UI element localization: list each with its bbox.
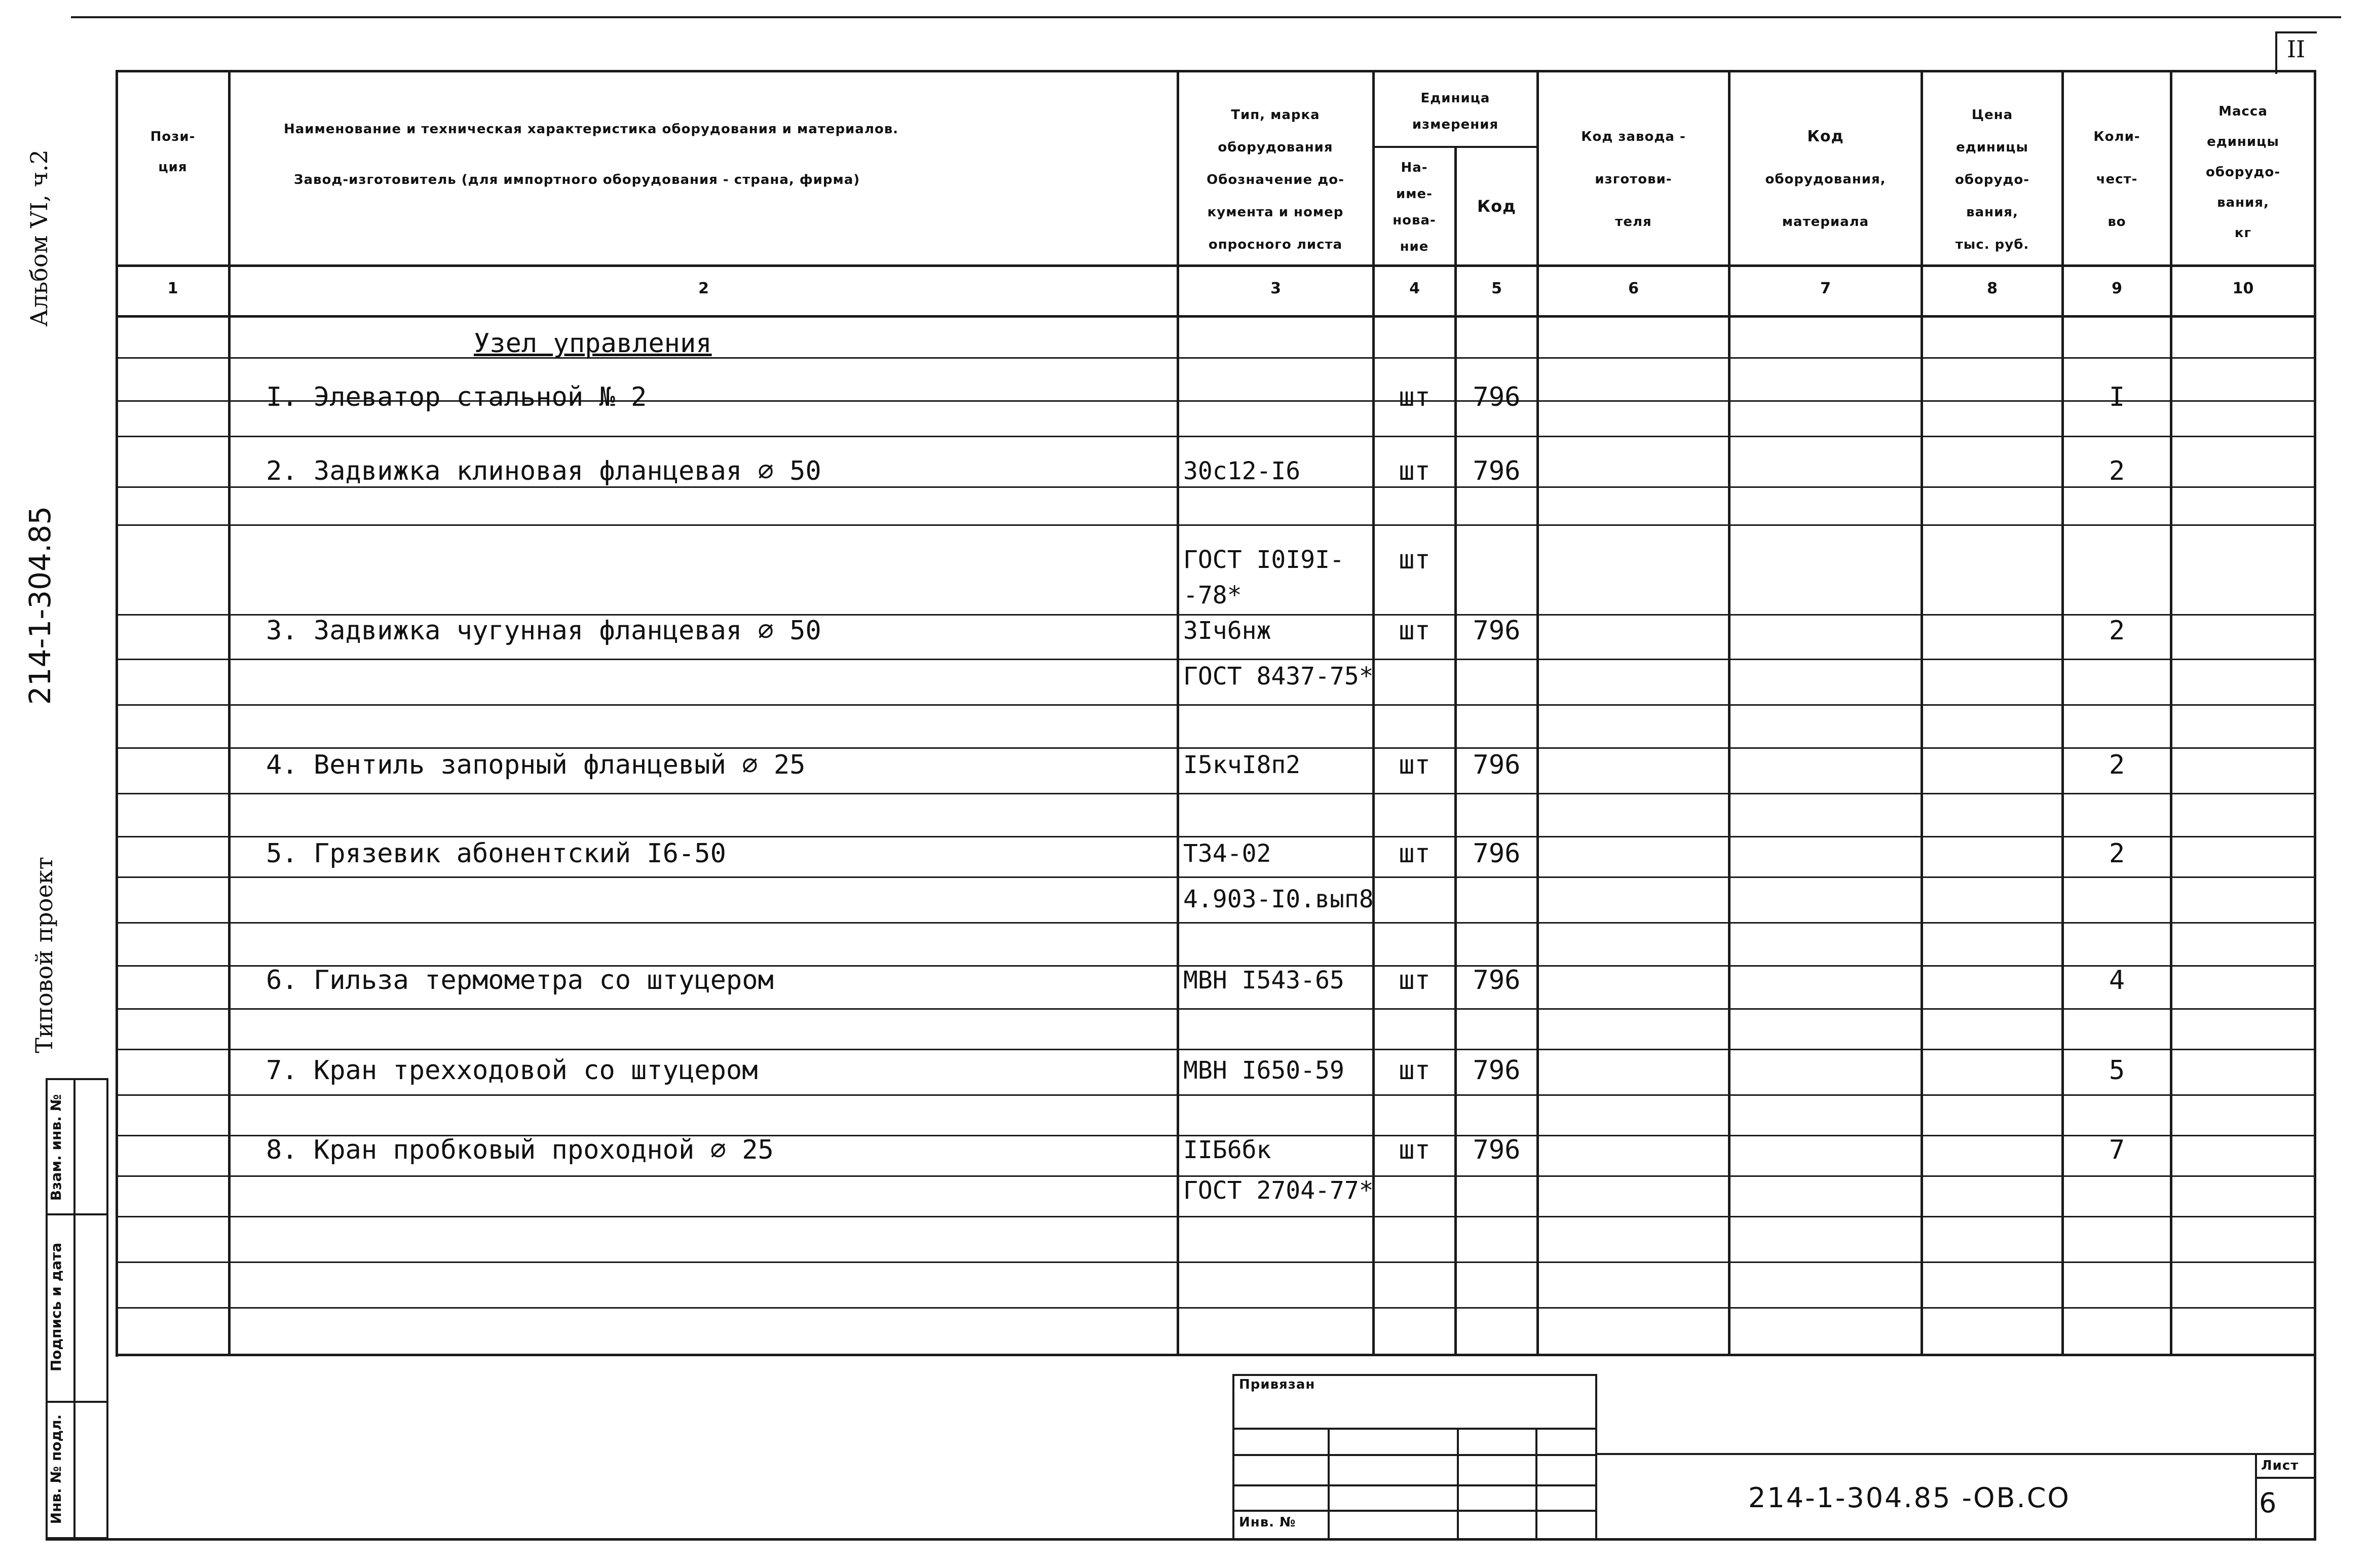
row-type-cell: Т34-02 — [1183, 839, 1271, 868]
row-type-cell: ГОСТ 2704-77* — [1183, 1176, 1374, 1205]
row-type-cell: ГОСТ I0I9I- — [1183, 546, 1344, 574]
col-number-2: 2 — [698, 280, 709, 297]
bound-vline-2 — [1457, 1428, 1459, 1539]
row-name-cell: 6. Гильза термометра со штуцером — [266, 965, 774, 996]
stamp-original-inv: Инв. № подл. — [48, 1414, 64, 1524]
col-line-1 — [228, 70, 231, 1356]
bound-hline-3 — [1232, 1484, 1597, 1486]
frame-top — [116, 70, 2315, 72]
row-type-cell: ГОСТ 8437-75* — [1183, 662, 1374, 691]
row-code-cell: 796 — [1473, 750, 1521, 780]
stamp-signature-date: Подпись и дата — [48, 1242, 64, 1372]
row-code-cell: 796 — [1473, 838, 1521, 869]
top-rule — [71, 16, 2341, 18]
row-qty-cell: 2 — [2109, 456, 2125, 486]
col-number-1: 1 — [167, 280, 178, 297]
header-col2-line1: Наименование и техническая характеристика оборудования и материалов. — [284, 122, 899, 137]
row-rule — [116, 1094, 2316, 1096]
row-rule — [116, 922, 2316, 924]
col-number-9: 9 — [2112, 280, 2122, 297]
side-project-code: 214-1-304.85 — [23, 506, 57, 705]
row-rule — [116, 1216, 2316, 1217]
row-unit-cell: шт — [1399, 616, 1431, 646]
row-qty-cell: I — [2109, 382, 2125, 412]
row-code-cell: 796 — [1473, 456, 1521, 486]
header-col10: Масса единицы оборудо- вания, кг — [2205, 104, 2281, 241]
row-type-cell: 4.903-I0.вып8 — [1183, 885, 1374, 913]
row-rule — [116, 357, 2316, 359]
header-col1: Пози- ция — [150, 129, 196, 175]
row-rule — [116, 747, 2316, 749]
row-unit-cell: шт — [1399, 1055, 1431, 1086]
bound-hline-2 — [1232, 1454, 1597, 1456]
row-code-cell: 796 — [1473, 382, 1521, 412]
col-number-4: 4 — [1409, 280, 1420, 297]
row-qty-cell: 2 — [2109, 616, 2125, 646]
col-line-6 — [1728, 70, 1731, 1356]
row-type-cell: -78* — [1183, 581, 1242, 609]
title-block-top — [1597, 1453, 2314, 1455]
row-rule — [116, 436, 2316, 437]
col-number-6: 6 — [1628, 280, 1639, 297]
bound-hline-1 — [1232, 1428, 1597, 1430]
stamp-replace-inv: Взам. инв. № — [48, 1094, 64, 1201]
row-type-cell: 3Iч6нж — [1183, 617, 1271, 645]
header-col7: Код оборудования, материала — [1765, 128, 1886, 230]
row-name-cell: 5. Грязевик абонентский I6-50 — [266, 838, 726, 869]
row-type-cell: МВН I543-65 — [1183, 966, 1344, 995]
col-number-8: 8 — [1987, 280, 1998, 297]
row-rule — [116, 486, 2316, 488]
side-typical-project: Типовой проект — [30, 857, 58, 1053]
col-number-7: 7 — [1820, 280, 1831, 297]
row-unit-cell: шт — [1399, 545, 1431, 575]
row-name-cell: 4. Вентиль запорный фланцевый ∅ 25 — [266, 750, 806, 780]
row-rule — [116, 1307, 2316, 1309]
row-type-cell: 30с12-I6 — [1183, 457, 1301, 485]
row-unit-cell: шт — [1399, 1135, 1431, 1165]
sheet-number-label: Лист — [2261, 1458, 2299, 1473]
row-type-cell: МВН I650-59 — [1183, 1056, 1344, 1085]
bound-vline-1 — [1328, 1428, 1330, 1539]
row-unit-cell: шт — [1399, 838, 1431, 869]
row-rule — [116, 704, 2316, 706]
row-rule — [116, 1049, 2316, 1050]
row-unit-cell: шт — [1399, 456, 1431, 486]
row-unit-cell: шт — [1399, 965, 1431, 996]
frame-bottom — [46, 1538, 2316, 1541]
row-qty-cell: 2 — [2109, 838, 2125, 869]
table-bottom-rule — [116, 1354, 2316, 1356]
side-album: Альбом VI, ч.2 — [25, 149, 53, 327]
bound-label: Привязан — [1239, 1377, 1315, 1392]
sheet-number-divider — [2255, 1477, 2315, 1479]
row-name-cell: 2. Задвижка клиновая фланцевая ∅ 50 — [266, 456, 821, 486]
row-qty-cell: 2 — [2109, 750, 2125, 780]
row-rule — [116, 1261, 2316, 1263]
sheet-label: II — [2286, 35, 2306, 63]
colnum-bottom-rule — [116, 315, 2316, 318]
bound-vline-3 — [1535, 1428, 1537, 1539]
header-col4: На- име- нова- ние — [1393, 160, 1436, 254]
col-line-7 — [1921, 70, 1923, 1356]
header-unit-group: Единица измерения — [1412, 91, 1499, 132]
row-rule — [116, 836, 2316, 837]
row-unit-cell: шт — [1399, 382, 1431, 412]
header-col5: Код — [1477, 197, 1516, 216]
row-rule — [116, 524, 2316, 526]
doc-code: 214-1-304.85 -ОВ.СО — [1748, 1482, 2071, 1514]
row-code-cell: 796 — [1473, 616, 1521, 646]
unit-group-rule — [1372, 146, 1537, 148]
row-name-cell: I. Элеватор стальной № 2 — [266, 382, 647, 412]
sheet-number: 6 — [2259, 1487, 2277, 1519]
row-type-cell: I5кчI8п2 — [1183, 751, 1301, 779]
bound-hline-4 — [1232, 1510, 1597, 1512]
col-number-10: 10 — [2232, 280, 2254, 297]
row-code-cell: 796 — [1473, 1135, 1521, 1165]
row-name-cell: 7. Кран трехходовой со штуцером — [266, 1055, 758, 1086]
frame-left — [116, 70, 118, 1357]
stamp-hline-1 — [46, 1213, 108, 1215]
col-number-5: 5 — [1491, 280, 1502, 297]
row-qty-cell: 4 — [2109, 965, 2125, 996]
header-col3: Тип, марка оборудования Обозначение до- кумента и номер опросного листа — [1207, 107, 1344, 252]
row-name-cell: 3. Задвижка чугунная фланцевая ∅ 50 — [266, 616, 821, 646]
section-title: Узел управления — [474, 328, 712, 359]
row-rule — [116, 876, 2316, 878]
row-rule — [116, 1008, 2316, 1010]
row-qty-cell: 5 — [2109, 1055, 2125, 1086]
col-number-3: 3 — [1270, 280, 1281, 297]
row-rule — [116, 793, 2316, 794]
inv-no-label: Инв. № — [1239, 1515, 1296, 1530]
row-type-cell: IIБ6бк — [1183, 1136, 1271, 1164]
row-code-cell: 796 — [1473, 1055, 1521, 1086]
header-col9: Коли- чест- во — [2093, 129, 2140, 230]
stamp-hline-2 — [46, 1401, 108, 1403]
row-qty-cell: 7 — [2109, 1135, 2125, 1165]
header-col6: Код завода - изготови- теля — [1581, 129, 1686, 230]
col-line-9 — [2170, 70, 2172, 1356]
header-col8: Цена единицы оборудо- вания, тыс. руб. — [1954, 107, 2030, 252]
row-code-cell: 796 — [1473, 965, 1521, 996]
header-col2-line2: Завод-изготовитель (для импортного оборудования - страна, фирма) — [294, 172, 860, 187]
stamp-inner-vline — [73, 1078, 76, 1539]
row-unit-cell: шт — [1399, 750, 1431, 780]
col-line-5 — [1536, 70, 1539, 1356]
frame-right — [2314, 70, 2316, 1540]
row-rule — [116, 659, 2316, 660]
row-name-cell: 8. Кран пробковый проходной ∅ 25 — [266, 1135, 774, 1165]
col-line-2 — [1177, 70, 1179, 1356]
